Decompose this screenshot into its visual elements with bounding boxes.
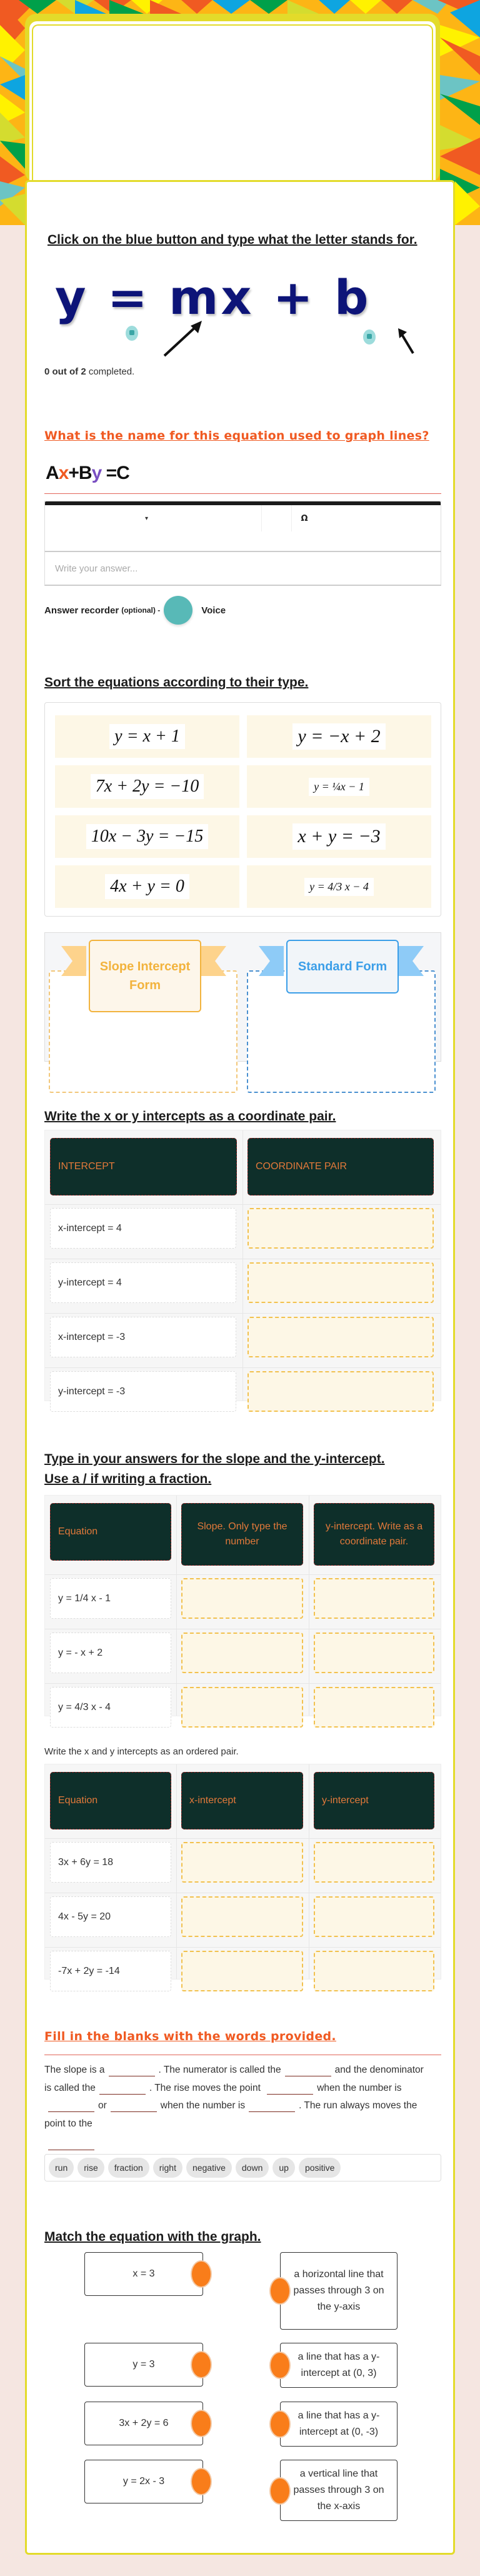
identify-letters-title: Click on the blue button and type what the letter stands for.: [48, 233, 418, 247]
blank-input[interactable]: [109, 2065, 155, 2076]
word-chip[interactable]: up: [272, 2158, 295, 2178]
equation-text: y = x + 1: [109, 724, 185, 749]
intercepts-table: [44, 1130, 441, 1401]
answer-cell-input[interactable]: [181, 1951, 303, 1991]
recorder-label: Answer recorder: [44, 605, 119, 616]
blank-input[interactable]: [249, 2101, 295, 2112]
text-segment: The slope is a: [44, 2065, 105, 2075]
blank-input[interactable]: [48, 2139, 94, 2150]
equation-text: 4x + y = 0: [105, 874, 189, 899]
answer-cell-input[interactable]: [314, 1951, 434, 1991]
standard-form-label: Standard Form: [286, 940, 399, 994]
text-segment: . The rise moves the point: [149, 2082, 261, 2093]
table-cell-prompt: x-intercept = 4: [50, 1208, 236, 1249]
answer-cell-input[interactable]: [314, 1687, 434, 1728]
word-chip[interactable]: negative: [186, 2158, 232, 2178]
m-hotspot-button[interactable]: [126, 326, 138, 341]
row-divider: [45, 1313, 441, 1314]
match-right-item[interactable]: a line that has a y-intercept at (0, -3): [280, 2402, 398, 2447]
progress-suffix: completed.: [88, 366, 135, 377]
blank-input[interactable]: [48, 2101, 94, 2112]
match-connector-dot[interactable]: [269, 2477, 291, 2505]
table-cell-prompt: x-intercept = -3: [50, 1317, 236, 1357]
sort-items-grid: [55, 715, 432, 908]
eq-b: b: [334, 269, 371, 325]
answer-cell-input[interactable]: [248, 1317, 434, 1357]
answer-cell-input[interactable]: [314, 1896, 434, 1937]
sort-item-tile[interactable]: [247, 865, 431, 908]
sort-item-tile[interactable]: [55, 865, 239, 908]
sort-items-container: [44, 702, 441, 917]
format-dropdown[interactable]: [45, 505, 261, 531]
fill-blanks-paragraph: [44, 2061, 432, 2153]
equation-text: 7x + 2y = −10: [91, 774, 204, 799]
formula-y: y: [91, 463, 102, 483]
answer-cell-input[interactable]: [181, 1687, 303, 1728]
word-chip[interactable]: run: [49, 2158, 74, 2178]
word-chip[interactable]: down: [236, 2158, 269, 2178]
row-divider: [45, 1204, 441, 1205]
formula-x: x: [58, 463, 69, 483]
match-right-item[interactable]: a vertical line that passes through 3 on the x-axis: [280, 2460, 398, 2521]
match-connector-dot[interactable]: [269, 2352, 291, 2379]
text-segment: and the denominator is called the: [44, 2065, 424, 2093]
answer-cell-input[interactable]: [248, 1208, 434, 1249]
text-segment: when the number is: [160, 2100, 246, 2111]
blank-input[interactable]: [99, 2083, 146, 2095]
blank-input[interactable]: [111, 2101, 157, 2112]
table-cell-prompt: y = 4/3 x - 4: [50, 1687, 171, 1728]
table-cell-prompt: y-intercept = -3: [50, 1371, 236, 1412]
sort-categories: [44, 932, 441, 1062]
slope-intercept-label: Slope Intercept Form: [89, 940, 201, 1012]
answer-cell-input[interactable]: [181, 1842, 303, 1883]
toolbar-separator: [261, 505, 262, 531]
fill-blanks-title: Fill in the blanks with the words provided.: [44, 2030, 336, 2043]
worksheet-card: [25, 180, 455, 2555]
header-y-intercept: y-intercept. Write as a coordinate pair.: [314, 1503, 434, 1566]
slope-intercept-equation-image: [55, 269, 424, 332]
word-chip[interactable]: right: [153, 2158, 182, 2178]
standard-form-formula: [46, 463, 129, 484]
arrow-to-b-icon: [396, 326, 421, 357]
row-divider: [45, 1574, 441, 1575]
progress-count: 0 out of 2: [44, 366, 86, 377]
text-segment: or: [98, 2100, 107, 2111]
answer-cell-input[interactable]: [248, 1371, 434, 1412]
answer-cell-input[interactable]: [248, 1262, 434, 1303]
answer-cell-input[interactable]: [314, 1633, 434, 1673]
word-chip[interactable]: fraction: [108, 2158, 149, 2178]
recorder-optional-label: (optional) -: [121, 606, 161, 615]
header-coordinate-pair: COORDINATE PAIR: [248, 1138, 434, 1195]
table-cell-prompt: y-intercept = 4: [50, 1262, 236, 1303]
formula-a: A: [46, 463, 59, 483]
header-y-intercept: y-intercept: [314, 1772, 434, 1829]
row-divider: [45, 1367, 441, 1368]
row-divider: [45, 1838, 441, 1839]
column-divider: [242, 1130, 243, 1401]
standard-form-question-title: What is the name for this equation used to graph lines?: [44, 429, 429, 443]
voice-label: Voice: [201, 605, 226, 616]
match-connector-dot[interactable]: [269, 2410, 291, 2438]
slope-table-title: Type in your answers for the slope and the y-intercept. Use a / if writing a fraction.: [44, 1452, 385, 1486]
header-equation: Equation: [50, 1772, 171, 1829]
sort-title: Sort the equations according to their type.: [44, 675, 309, 690]
eq-y: y: [55, 269, 89, 325]
ordered-pair-table: [44, 1764, 441, 1980]
answer-cell-input[interactable]: [314, 1578, 434, 1619]
word-bank: [44, 2154, 441, 2181]
chevron-down-icon: ▾: [144, 515, 149, 522]
header-x-intercept: x-intercept: [181, 1772, 303, 1829]
text-segment: . The run always moves the point to the: [44, 2100, 418, 2129]
equation-text: y = ¼x − 1: [309, 778, 369, 796]
section-divider: [44, 493, 441, 494]
match-left-item[interactable]: y = 3: [84, 2343, 203, 2387]
equation-text: x + y = −3: [292, 823, 385, 850]
word-chip[interactable]: rise: [78, 2158, 104, 2178]
intercepts-title: Write the x or y intercepts as a coordinate pair.: [44, 1109, 336, 1124]
match-right-item[interactable]: a horizontal line that passes through 3 on the y-axis: [280, 2252, 398, 2330]
text-segment: . The numerator is called the: [158, 2065, 281, 2075]
header-frame-inner-line: [32, 24, 433, 184]
match-connector-dot[interactable]: [191, 2260, 212, 2288]
sort-item-tile[interactable]: [55, 765, 239, 808]
equation-text: y = 4/3 x − 4: [304, 878, 374, 896]
header-equation: Equation: [50, 1503, 171, 1561]
eq-mx: mx: [169, 269, 254, 325]
table-cell-prompt: y = - x + 2: [50, 1633, 171, 1673]
ordered-pair-instructions: Write the x and y intercepts as an ordered pair.: [44, 1746, 239, 1757]
word-chips: [49, 2158, 437, 2178]
eq-plus: +: [272, 269, 316, 325]
match-connector-dot[interactable]: [191, 2410, 212, 2437]
formula-equals: =: [106, 463, 117, 483]
answer-placeholder: Write your answer...: [55, 563, 138, 574]
answer-recorder: [44, 596, 226, 625]
match-connector-dot[interactable]: [191, 2468, 212, 2495]
header-slope: Slope. Only type the number: [181, 1503, 303, 1566]
row-divider: [45, 1947, 441, 1948]
header-intercept: INTERCEPT: [50, 1138, 237, 1195]
table-cell-prompt: 4x - 5y = 20: [50, 1896, 171, 1937]
formula-plus: +: [68, 463, 79, 483]
special-characters-omega-icon[interactable]: Ω: [301, 513, 308, 523]
arrow-to-m-icon: [158, 318, 208, 362]
blank-input[interactable]: [285, 2065, 331, 2076]
sort-item-tile[interactable]: [55, 715, 239, 758]
table-cell-prompt: -7x + 2y = -14: [50, 1951, 171, 1991]
sort-item-tile[interactable]: [55, 815, 239, 858]
row-divider: [45, 1683, 441, 1684]
b-hotspot-button[interactable]: [363, 330, 376, 345]
answer-cell-input[interactable]: [314, 1842, 434, 1883]
toolbar-separator: [291, 505, 292, 531]
table-cell-prompt: y = 1/4 x - 1: [50, 1578, 171, 1619]
voice-record-button[interactable]: [164, 596, 192, 625]
answer-cell-input[interactable]: [181, 1578, 303, 1619]
answer-cell-input[interactable]: [181, 1896, 303, 1937]
equation-text: 10x − 3y = −15: [86, 824, 209, 849]
completion-status: [44, 366, 134, 377]
slope-table: [44, 1495, 441, 1716]
match-left-item[interactable]: 3x + 2y = 6: [84, 2402, 203, 2445]
blank-input[interactable]: [267, 2083, 313, 2095]
answer-cell-input[interactable]: [181, 1633, 303, 1673]
match-right-item[interactable]: a line that has a y-intercept at (0, 3): [280, 2343, 398, 2388]
match-connector-dot[interactable]: [269, 2277, 291, 2305]
sort-item-tile[interactable]: [247, 715, 431, 758]
text-segment: when the number is: [317, 2082, 402, 2093]
formula-c: C: [116, 463, 129, 483]
match-left-item[interactable]: y = 2x - 3: [84, 2460, 203, 2503]
sort-item-tile[interactable]: [247, 815, 431, 858]
word-chip[interactable]: positive: [299, 2158, 341, 2178]
equation-text: y = −x + 2: [292, 723, 385, 750]
match-connector-dot[interactable]: [191, 2351, 212, 2378]
eq-equals: =: [108, 269, 150, 325]
formula-b: B: [78, 463, 92, 483]
answer-input[interactable]: [44, 551, 441, 586]
match-left-item[interactable]: x = 3: [84, 2252, 203, 2296]
sort-item-tile[interactable]: [247, 765, 431, 808]
table-cell-prompt: 3x + 6y = 18: [50, 1842, 171, 1883]
match-title: Match the equation with the graph.: [44, 2230, 261, 2244]
